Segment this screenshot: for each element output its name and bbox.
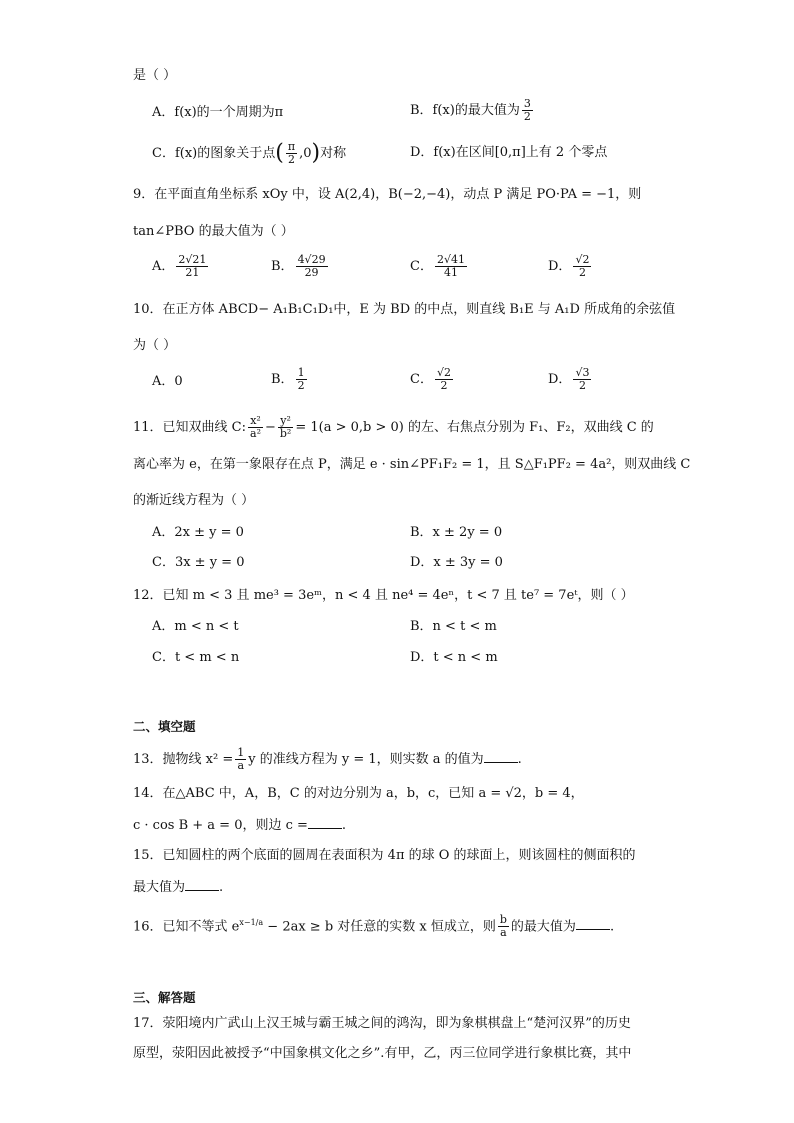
fraction: [176, 254, 208, 279]
denominator: 2: [578, 266, 586, 279]
q11-line1-post: = 1(a > 0,b > 0) 的左、右焦点分别为 F₁、F₂，双曲线 C 的: [295, 420, 654, 435]
q12-option-a: A．m < n < t: [152, 619, 239, 634]
numerator: 1: [297, 366, 305, 379]
q8-stem-tail: 是（ ）: [133, 68, 177, 83]
fraction: [435, 254, 467, 279]
q9-option-c: [410, 254, 469, 279]
numerator: √3: [575, 366, 590, 379]
q12-option-c: C．t < m < n: [152, 650, 240, 665]
q11-option-d: D．x ± 3y = 0: [410, 555, 503, 570]
fraction: [573, 367, 591, 392]
fraction: [296, 254, 328, 279]
numerator: y²: [278, 415, 293, 428]
q10-line1: 10．在正方体 ABCD− A₁B₁C₁D₁中，E 为 BD 的中点，则直线 B₁E 与 A₁D 所成角的余弦值: [133, 302, 676, 317]
answer-blank[interactable]: [484, 749, 518, 763]
section-solution-heading: 三、解答题: [133, 990, 196, 1005]
numerator: b: [499, 913, 507, 927]
q11-line1: [133, 415, 654, 440]
option-label: A．: [152, 259, 175, 274]
fraction: [248, 415, 263, 440]
denominator: 2: [287, 153, 295, 166]
numerator: 2√21: [178, 253, 207, 266]
exponent: x−1/a: [239, 918, 264, 927]
q9-line2: tan∠PBO 的最大值为（ ）: [133, 224, 294, 239]
q16-mid: − 2ax ≥ b 对任意的实数 x 恒成立，则: [263, 919, 496, 935]
fraction: [235, 747, 246, 772]
denominator: 2: [578, 379, 586, 392]
q14-line1: 14．在△ABC 中，A，B，C 的对边分别为 a，b，c，已知 a = √2，b = 4，: [133, 786, 584, 801]
denominator: a: [500, 926, 507, 940]
q16-line: [133, 913, 614, 939]
option-label: C．: [410, 259, 433, 274]
denominator: 21: [185, 266, 200, 279]
q8-option-a: A．f(x)的一个周期为π: [152, 105, 284, 120]
denominator: 2: [523, 110, 531, 123]
numerator: π: [287, 140, 296, 153]
period: .: [341, 818, 347, 833]
fraction: [435, 367, 453, 392]
q12-option-b: B．n < t < m: [410, 619, 497, 634]
q9-option-a: [152, 254, 210, 279]
numerator: √2: [436, 366, 451, 379]
q9-option-b: [271, 254, 330, 279]
q11-line3: 的渐近线方程为（ ）: [133, 493, 255, 508]
q8-option-b-text: B．f(x)的最大值为: [410, 103, 520, 118]
q11-line2: 离心率为 e，在第一象限存在点 P，满足 e · sin∠PF₁F₂ = 1，且 S△F₁PF₂ = 4a²，则双曲线 C: [133, 457, 691, 472]
q17-line1: 17．荥阳境内广武山上汉王城与霸王城之间的鸿沟，即为象棋棋盘上“楚河汉界”的历史: [133, 1016, 631, 1031]
q10-option-b: [271, 367, 309, 392]
q13-post: y 的准线方程为 y = 1，则实数 a 的值为: [248, 752, 484, 767]
q16-pre: 16．已知不等式 e: [133, 919, 240, 935]
q13-pre: 13．抛物线 x² =: [133, 752, 234, 767]
answer-blank[interactable]: [576, 916, 610, 930]
q10-option-c: [410, 367, 455, 392]
fraction: [278, 415, 293, 440]
q11-option-a: A．2x ± y = 0: [152, 525, 244, 540]
fraction: [522, 98, 533, 123]
q8-option-c: C．f(x)的图象关于点( $\frac{\pi}{2}$ ,0)对称: [152, 140, 347, 166]
q9-option-d: [548, 254, 593, 279]
numerator: 2√41: [436, 253, 465, 266]
point-tail: ,0: [299, 146, 312, 161]
option-label: B．: [271, 259, 294, 274]
denominator: 41: [443, 266, 458, 279]
q14-line2-pre: c · cos B + a = 0，则边 c =: [133, 818, 308, 833]
q15-line2: [133, 877, 223, 898]
option-label: B．: [271, 372, 294, 387]
q15-line2-pre: 最大值为: [133, 880, 186, 895]
period: .: [517, 752, 522, 767]
minus-sign: −: [264, 420, 276, 435]
q14-line2: [133, 815, 346, 836]
q12-option-d: D．t < n < m: [410, 650, 498, 665]
q13-line: [133, 747, 522, 772]
fraction: [286, 141, 297, 166]
q8-option-d: D．f(x)在区间[0,π]上有 2 个零点: [410, 145, 608, 160]
option-label: D．: [548, 259, 572, 274]
q11-line1-pre: 11．已知双曲线 C:: [133, 420, 247, 435]
q10-option-d: [548, 367, 593, 392]
q9-line1: 9．在平面直角坐标系 xOy 中，设 A(2,4)，B(−2,−4)，动点 P 满足 PO·PA = −1，则: [133, 187, 642, 202]
q12-line1: 12．已知 m < 3 且 me³ = 3eᵐ，n < 4 且 ne⁴ = 4eⁿ，t < 7 且 te⁷ = 7eᵗ，则（ ）: [133, 588, 634, 603]
fraction: [573, 254, 591, 279]
numerator: 1: [237, 746, 245, 759]
numerator: √2: [575, 253, 590, 266]
fraction: [498, 914, 509, 939]
numerator: x²: [248, 415, 263, 428]
option-label: D．: [548, 372, 572, 387]
denominator: 29: [304, 266, 319, 279]
denominator: a: [237, 759, 245, 772]
denominator: 2: [440, 379, 448, 392]
q10-option-a: A．0: [152, 374, 183, 389]
q8-option-b: [410, 98, 535, 123]
numerator: 4√29: [297, 253, 326, 266]
fraction: [296, 367, 307, 392]
q15-line1: 15．已知圆柱的两个底面的圆周在表面积为 4π 的球 O 的球面上，则该圆柱的侧面积的: [133, 848, 636, 863]
denominator: a²: [250, 427, 261, 440]
period: .: [609, 919, 615, 935]
q17-line2: 原型，荥阳因此被授予“中国象棋文化之乡”.有甲，乙，丙三位同学进行象棋比赛，其中: [133, 1046, 632, 1061]
q11-option-b: B．x ± 2y = 0: [410, 525, 503, 540]
answer-blank[interactable]: [185, 877, 219, 891]
denominator: 2: [297, 379, 305, 392]
answer-blank[interactable]: [308, 815, 342, 829]
q16-post: 的最大值为: [510, 919, 576, 935]
option-label: C．: [410, 372, 433, 387]
numerator: 3: [523, 97, 531, 110]
q8-option-c-text: C．f(x)的图象关于点: [152, 146, 276, 161]
q10-line2: 为（ ）: [133, 338, 177, 353]
period: .: [219, 880, 224, 895]
q11-option-c: C．3x ± y = 0: [152, 555, 245, 570]
section-fill-in-blank-heading: 二、填空题: [133, 719, 196, 734]
q8-option-c-post: 对称: [320, 146, 347, 161]
denominator: b²: [279, 427, 292, 440]
